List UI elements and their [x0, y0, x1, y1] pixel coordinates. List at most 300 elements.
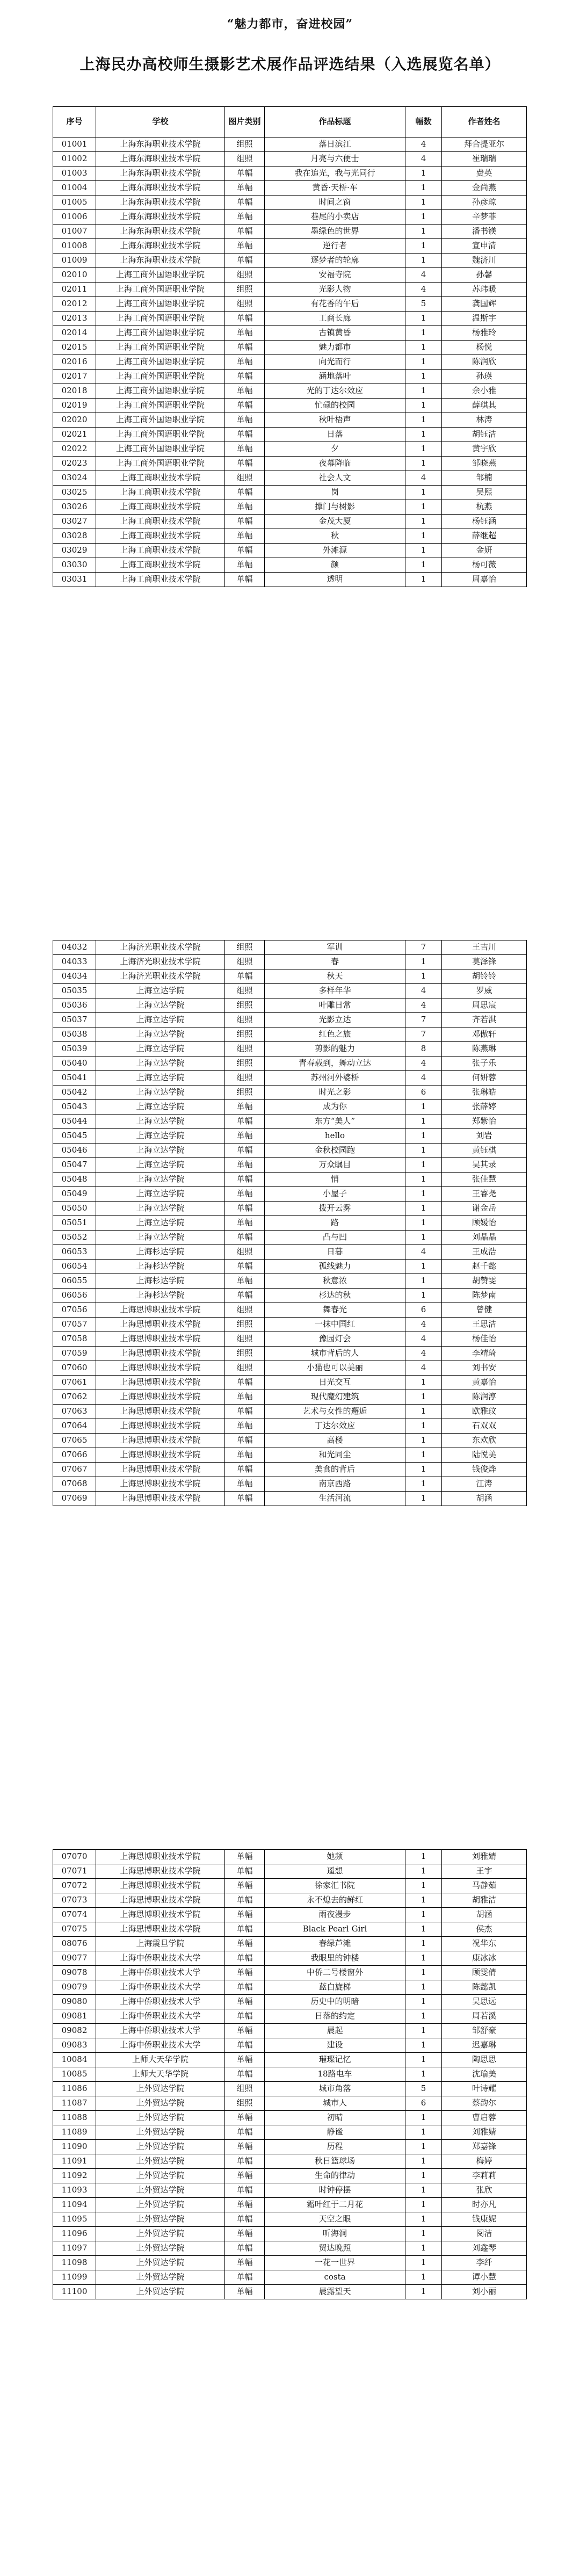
- cell-work-title: 剪影的魅力: [265, 1042, 405, 1057]
- cell-author: 钱俊烨: [442, 1463, 527, 1477]
- table-row: [53, 1173, 527, 1187]
- cell-number: 11086: [53, 2082, 96, 2096]
- cell-work-title: 生活河流: [265, 1492, 405, 1506]
- cell-count: 1: [405, 1908, 442, 1922]
- cell-count: 4: [405, 984, 442, 998]
- cell-category: 单幅: [225, 1893, 265, 1908]
- cell-author: 费英: [442, 167, 527, 181]
- column-header-number: 序号: [53, 107, 96, 138]
- table-row: [53, 1100, 527, 1115]
- cell-number: 02022: [53, 442, 96, 457]
- cell-author: 陈梦南: [442, 1289, 527, 1303]
- cell-number: 11090: [53, 2140, 96, 2154]
- cell-work-title: 时间之窗: [265, 196, 405, 210]
- table-row: [53, 2227, 527, 2241]
- cell-count: 1: [405, 1144, 442, 1158]
- cell-school: 上海立达学院: [96, 1129, 225, 1144]
- cell-category: 单幅: [225, 413, 265, 428]
- cell-category: 单幅: [225, 370, 265, 384]
- cell-school: 上海济光职业技术学院: [96, 969, 225, 984]
- table-row: [53, 1216, 527, 1231]
- cell-school: 上海东海职业技术学院: [96, 239, 225, 254]
- cell-work-title: 18路电车: [265, 2067, 405, 2082]
- cell-school: 上海济光职业技术学院: [96, 955, 225, 969]
- cell-work-title: 路: [265, 1216, 405, 1231]
- cell-category: 单幅: [225, 515, 265, 529]
- cell-number: 03027: [53, 515, 96, 529]
- cell-number: 07066: [53, 1448, 96, 1463]
- cell-count: 4: [405, 998, 442, 1013]
- table-row: [53, 1347, 527, 1361]
- cell-school: 上海工商外国语职业学院: [96, 341, 225, 355]
- cell-school: 上海工商职业技术学院: [96, 558, 225, 573]
- cell-author: 李莉莉: [442, 2169, 527, 2183]
- cell-school: 上海工商职业技术学院: [96, 544, 225, 558]
- cell-category: 单幅: [225, 2024, 265, 2038]
- cell-count: 7: [405, 940, 442, 955]
- cell-school: 上海立达学院: [96, 1086, 225, 1100]
- cell-school: 上海工商外国语职业学院: [96, 326, 225, 341]
- cell-school: 上海立达学院: [96, 1057, 225, 1071]
- cell-category: 组照: [225, 1013, 265, 1027]
- cell-author: 薛继超: [442, 529, 527, 544]
- cell-work-title: 黄昏·天桥·车: [265, 181, 405, 196]
- table-row: [53, 2241, 527, 2256]
- cell-category: 单幅: [225, 341, 265, 355]
- cell-author: 陈燕琳: [442, 1042, 527, 1057]
- cell-count: 4: [405, 1245, 442, 1260]
- table-row: [53, 2111, 527, 2125]
- cell-category: 组照: [225, 268, 265, 283]
- cell-category: 单幅: [225, 2125, 265, 2140]
- cell-number: 07063: [53, 1405, 96, 1419]
- table-header-row: [53, 107, 527, 138]
- cell-school: 上海中侨职业技术大学: [96, 1980, 225, 1995]
- cell-number: 07062: [53, 1390, 96, 1405]
- cell-number: 05036: [53, 998, 96, 1013]
- cell-count: 1: [405, 1492, 442, 1506]
- cell-count: 1: [405, 2169, 442, 2183]
- cell-count: 1: [405, 1463, 442, 1477]
- cell-work-title: 万众瞩目: [265, 1158, 405, 1173]
- cell-author: 顾媛怡: [442, 1216, 527, 1231]
- cell-category: 单幅: [225, 239, 265, 254]
- cell-school: 上海工商职业技术学院: [96, 471, 225, 486]
- cell-school: 上海工商职业技术学院: [96, 573, 225, 587]
- cell-author: 邓傲轩: [442, 1027, 527, 1042]
- cell-work-title: 拨开云雾: [265, 1202, 405, 1216]
- cell-count: 1: [405, 2067, 442, 2082]
- cell-school: 上海工商外国语职业学院: [96, 384, 225, 399]
- cell-category: 单幅: [225, 442, 265, 457]
- cell-author: 魏济川: [442, 254, 527, 268]
- cell-work-title: 春: [265, 955, 405, 969]
- cell-work-title: 我在追光，我与光同行: [265, 167, 405, 181]
- cell-author: 林涛: [442, 413, 527, 428]
- cell-number: 11094: [53, 2198, 96, 2212]
- cell-number: 02013: [53, 312, 96, 326]
- cell-category: 组照: [225, 1086, 265, 1100]
- cell-number: 02017: [53, 370, 96, 384]
- cell-count: 6: [405, 1303, 442, 1318]
- table-row: [53, 1245, 527, 1260]
- cell-school: 上海立达学院: [96, 998, 225, 1013]
- cell-number: 02015: [53, 341, 96, 355]
- cell-count: 4: [405, 1057, 442, 1071]
- table-row: [53, 1013, 527, 1027]
- cell-school: 上海工商外国语职业学院: [96, 268, 225, 283]
- cell-school: 上海工商外国语职业学院: [96, 457, 225, 471]
- cell-school: 上海思博职业技术学院: [96, 1922, 225, 1937]
- cell-school: 上海思博职业技术学院: [96, 1492, 225, 1506]
- cell-category: 单幅: [225, 2169, 265, 2183]
- cell-school: 上海杉达学院: [96, 1260, 225, 1274]
- cell-count: 1: [405, 1260, 442, 1274]
- cell-number: 07058: [53, 1332, 96, 1347]
- cell-category: 单幅: [225, 500, 265, 515]
- cell-author: 孙馨: [442, 268, 527, 283]
- cell-work-title: 艺术与女性的邂逅: [265, 1405, 405, 1419]
- cell-school: 上海思博职业技术学院: [96, 1879, 225, 1893]
- cell-count: 1: [405, 1289, 442, 1303]
- cell-work-title: 秋日篮球场: [265, 2154, 405, 2169]
- cell-count: 5: [405, 2082, 442, 2096]
- cell-school: 上外贸达学院: [96, 2198, 225, 2212]
- cell-category: 单幅: [225, 399, 265, 413]
- cell-school: 上海东海职业技术学院: [96, 225, 225, 239]
- cell-number: 01002: [53, 152, 96, 167]
- cell-count: 1: [405, 1951, 442, 1966]
- cell-category: 单幅: [225, 1434, 265, 1448]
- table-row: [53, 370, 527, 384]
- cell-author: 谭小慧: [442, 2270, 527, 2285]
- cell-author: 薛琪其: [442, 399, 527, 413]
- cell-category: 单幅: [225, 1463, 265, 1477]
- cell-category: 单幅: [225, 196, 265, 210]
- cell-work-title: 巷尾的小卖店: [265, 210, 405, 225]
- cell-work-title: 秋: [265, 529, 405, 544]
- table-row: [53, 457, 527, 471]
- table-row: [53, 210, 527, 225]
- cell-count: 4: [405, 471, 442, 486]
- cell-count: 1: [405, 1850, 442, 1864]
- cell-category: 单幅: [225, 1129, 265, 1144]
- table-row: [53, 1879, 527, 1893]
- cell-school: 上海思博职业技术学院: [96, 1419, 225, 1434]
- cell-author: 顾雯倩: [442, 1966, 527, 1980]
- table-row: [53, 1434, 527, 1448]
- cell-author: 黄嘉怡: [442, 1376, 527, 1390]
- cell-number: 02011: [53, 283, 96, 297]
- cell-category: 单幅: [225, 1231, 265, 1245]
- cell-number: 10085: [53, 2067, 96, 2082]
- cell-author: 蔡韵尔: [442, 2096, 527, 2111]
- cell-category: 组照: [225, 940, 265, 955]
- cell-number: 05042: [53, 1086, 96, 1100]
- cell-count: 1: [405, 1922, 442, 1937]
- cell-number: 05035: [53, 984, 96, 998]
- table-row: [53, 428, 527, 442]
- table-row: [53, 998, 527, 1013]
- cell-author: 黄钰棋: [442, 1144, 527, 1158]
- table-row: [53, 1027, 527, 1042]
- cell-author: 胡钰洁: [442, 428, 527, 442]
- results-table-part-3: [53, 1849, 527, 2299]
- cell-work-title: 天空之眼: [265, 2212, 405, 2227]
- cell-count: 4: [405, 1318, 442, 1332]
- cell-number: 07064: [53, 1419, 96, 1434]
- cell-count: 1: [405, 428, 442, 442]
- cell-work-title: 杉达的秋: [265, 1289, 405, 1303]
- cell-number: 10084: [53, 2053, 96, 2067]
- cell-author: 刘书安: [442, 1361, 527, 1376]
- table-body: [53, 1850, 527, 2299]
- cell-number: 04033: [53, 955, 96, 969]
- cell-category: 组照: [225, 1245, 265, 1260]
- cell-school: 上海思博职业技术学院: [96, 1893, 225, 1908]
- cell-number: 05040: [53, 1057, 96, 1071]
- cell-count: 1: [405, 2198, 442, 2212]
- table-row: [53, 2082, 527, 2096]
- cell-author: 张欣: [442, 2183, 527, 2198]
- cell-category: 单幅: [225, 558, 265, 573]
- cell-count: 1: [405, 1477, 442, 1492]
- cell-category: 单幅: [225, 2154, 265, 2169]
- cell-author: 龚国辉: [442, 297, 527, 312]
- cell-number: 05046: [53, 1144, 96, 1158]
- table-row: [53, 940, 527, 955]
- table-row: [53, 1071, 527, 1086]
- cell-school: 上海思博职业技术学院: [96, 1318, 225, 1332]
- cell-category: 单幅: [225, 1966, 265, 1980]
- cell-number: 07056: [53, 1303, 96, 1318]
- cell-work-title: 秋意浓: [265, 1274, 405, 1289]
- cell-category: 单幅: [225, 1850, 265, 1864]
- cell-author: 黄宇欣: [442, 442, 527, 457]
- cell-count: 1: [405, 1173, 442, 1187]
- cell-category: 组照: [225, 2082, 265, 2096]
- cell-school: 上外贸达学院: [96, 2256, 225, 2270]
- table-row: [53, 312, 527, 326]
- cell-work-title: 城市人: [265, 2096, 405, 2111]
- cell-author: 欧雅玟: [442, 1405, 527, 1419]
- cell-author: 杨雅玲: [442, 326, 527, 341]
- table-row: [53, 1922, 527, 1937]
- cell-school: 上海立达学院: [96, 984, 225, 998]
- table-row: [53, 2154, 527, 2169]
- cell-author: 刘鑫琴: [442, 2241, 527, 2256]
- cell-work-title: 日落的约定: [265, 2009, 405, 2024]
- cell-category: 单幅: [225, 2038, 265, 2053]
- cell-category: 单幅: [225, 1144, 265, 1158]
- cell-number: 06055: [53, 1274, 96, 1289]
- cell-author: 王吉川: [442, 940, 527, 955]
- cell-count: 4: [405, 1332, 442, 1347]
- cell-number: 02020: [53, 413, 96, 428]
- results-table-part-1: [53, 106, 527, 587]
- cell-count: 1: [405, 1893, 442, 1908]
- table-row: [53, 254, 527, 268]
- cell-author: 杭燕: [442, 500, 527, 515]
- cell-number: 01001: [53, 138, 96, 152]
- cell-author: 侯杰: [442, 1922, 527, 1937]
- cell-work-title: 小猫也可以美丽: [265, 1361, 405, 1376]
- cell-count: 4: [405, 138, 442, 152]
- cell-school: 上海立达学院: [96, 1202, 225, 1216]
- table-row: [53, 413, 527, 428]
- cell-count: 1: [405, 254, 442, 268]
- cell-number: 11100: [53, 2285, 96, 2299]
- table-row: [53, 1995, 527, 2009]
- cell-count: 1: [405, 1187, 442, 1202]
- cell-count: 1: [405, 1274, 442, 1289]
- cell-count: 1: [405, 1100, 442, 1115]
- cell-work-title: 悄: [265, 1173, 405, 1187]
- cell-work-title: 历程: [265, 2140, 405, 2154]
- cell-number: 05050: [53, 1202, 96, 1216]
- cell-work-title: 夕: [265, 442, 405, 457]
- cell-work-title: 静谧: [265, 2125, 405, 2140]
- cell-number: 05038: [53, 1027, 96, 1042]
- cell-author: 曹启蓉: [442, 2111, 527, 2125]
- table-row: [53, 1908, 527, 1922]
- table-row: [53, 1187, 527, 1202]
- cell-category: 单幅: [225, 1173, 265, 1187]
- cell-work-title: 小屋子: [265, 1187, 405, 1202]
- cell-author: 李纤: [442, 2256, 527, 2270]
- table-row: [53, 1390, 527, 1405]
- cell-number: 11092: [53, 2169, 96, 2183]
- cell-number: 02023: [53, 457, 96, 471]
- table-row: [53, 1231, 527, 1245]
- cell-school: 上海思博职业技术学院: [96, 1347, 225, 1361]
- cell-count: 1: [405, 515, 442, 529]
- cell-category: 单幅: [225, 225, 265, 239]
- cell-work-title: 古镇黄昏: [265, 326, 405, 341]
- cell-count: 1: [405, 1376, 442, 1390]
- table-row: [53, 384, 527, 399]
- table-row: [53, 196, 527, 210]
- cell-count: 1: [405, 196, 442, 210]
- cell-work-title: 东方“美人”: [265, 1115, 405, 1129]
- cell-category: 单幅: [225, 1980, 265, 1995]
- cell-number: 02010: [53, 268, 96, 283]
- table-row: [53, 2009, 527, 2024]
- cell-count: 1: [405, 210, 442, 225]
- cell-author: 齐若淇: [442, 1013, 527, 1027]
- cell-author: 王宇: [442, 1864, 527, 1879]
- cell-category: 组照: [225, 1027, 265, 1042]
- cell-school: 上海思博职业技术学院: [96, 1434, 225, 1448]
- cell-author: 罗威: [442, 984, 527, 998]
- cell-count: 1: [405, 969, 442, 984]
- cell-number: 06054: [53, 1260, 96, 1274]
- table-row: [53, 1463, 527, 1477]
- cell-author: 金妍: [442, 544, 527, 558]
- cell-number: 03025: [53, 486, 96, 500]
- cell-count: 1: [405, 355, 442, 370]
- cell-category: 单幅: [225, 1216, 265, 1231]
- table-row: [53, 268, 527, 283]
- cell-school: 上海工商外国语职业学院: [96, 370, 225, 384]
- cell-count: 1: [405, 529, 442, 544]
- cell-author: 郑嘉锋: [442, 2140, 527, 2154]
- cell-author: 孙瑛: [442, 370, 527, 384]
- cell-school: 上海东海职业技术学院: [96, 167, 225, 181]
- cell-count: 1: [405, 1405, 442, 1419]
- cell-author: 拜合提亚尔: [442, 138, 527, 152]
- cell-number: 11097: [53, 2241, 96, 2256]
- cell-work-title: 工商长廊: [265, 312, 405, 326]
- cell-count: 4: [405, 1071, 442, 1086]
- cell-category: 单幅: [225, 2140, 265, 2154]
- cell-category: 单幅: [225, 1405, 265, 1419]
- cell-category: 组照: [225, 1347, 265, 1361]
- cell-category: 单幅: [225, 2285, 265, 2299]
- cell-number: 03031: [53, 573, 96, 587]
- table-body: [53, 940, 527, 1506]
- column-header-author: 作者姓名: [442, 107, 527, 138]
- cell-school: 上外贸达学院: [96, 2096, 225, 2111]
- cell-work-title: 时光之影: [265, 1086, 405, 1100]
- cell-category: 单幅: [225, 2256, 265, 2270]
- cell-work-title: 涵地落叶: [265, 370, 405, 384]
- cell-number: 02014: [53, 326, 96, 341]
- cell-number: 07069: [53, 1492, 96, 1506]
- cell-school: 上外贸达学院: [96, 2183, 225, 2198]
- table-row: [53, 969, 527, 984]
- cell-work-title: 有花香的午后: [265, 297, 405, 312]
- cell-author: 苏玮暖: [442, 283, 527, 297]
- cell-work-title: 日落: [265, 428, 405, 442]
- column-header-category: 图片类别: [225, 107, 265, 138]
- cell-count: 1: [405, 1158, 442, 1173]
- cell-school: 上海立达学院: [96, 1100, 225, 1115]
- cell-work-title: 颜: [265, 558, 405, 573]
- cell-author: 郑紫怡: [442, 1115, 527, 1129]
- page-title: 上海民办高校师生摄影艺术展作品评选结果（入选展览名单）: [79, 55, 501, 73]
- cell-number: 11088: [53, 2111, 96, 2125]
- cell-number: 03028: [53, 529, 96, 544]
- table-row: [53, 1850, 527, 1864]
- cell-school: 上海思博职业技术学院: [96, 1361, 225, 1376]
- cell-number: 02012: [53, 297, 96, 312]
- cell-school: 上海思博职业技术学院: [96, 1405, 225, 1419]
- cell-work-title: 凸与凹: [265, 1231, 405, 1245]
- table-row: [53, 2096, 527, 2111]
- cell-number: 02021: [53, 428, 96, 442]
- cell-school: 上海中侨职业技术大学: [96, 1951, 225, 1966]
- cell-work-title: 徐家汇书院: [265, 1879, 405, 1893]
- cell-school: 上海工商外国语职业学院: [96, 428, 225, 442]
- cell-count: 4: [405, 1347, 442, 1361]
- cell-count: 1: [405, 384, 442, 399]
- cell-number: 05049: [53, 1187, 96, 1202]
- cell-work-title: 美食的背后: [265, 1463, 405, 1477]
- cell-work-title: hello: [265, 1129, 405, 1144]
- cell-author: 吴熙: [442, 486, 527, 500]
- cell-author: 江涛: [442, 1477, 527, 1492]
- cell-school: 上海中侨职业技术大学: [96, 2024, 225, 2038]
- table-row: [53, 1144, 527, 1158]
- cell-work-title: 历史中的明暗: [265, 1995, 405, 2009]
- cell-number: 11099: [53, 2270, 96, 2285]
- cell-category: 单幅: [225, 355, 265, 370]
- table-row: [53, 2067, 527, 2082]
- table-row: [53, 544, 527, 558]
- cell-number: 03026: [53, 500, 96, 515]
- cell-school: 上海工商外国语职业学院: [96, 413, 225, 428]
